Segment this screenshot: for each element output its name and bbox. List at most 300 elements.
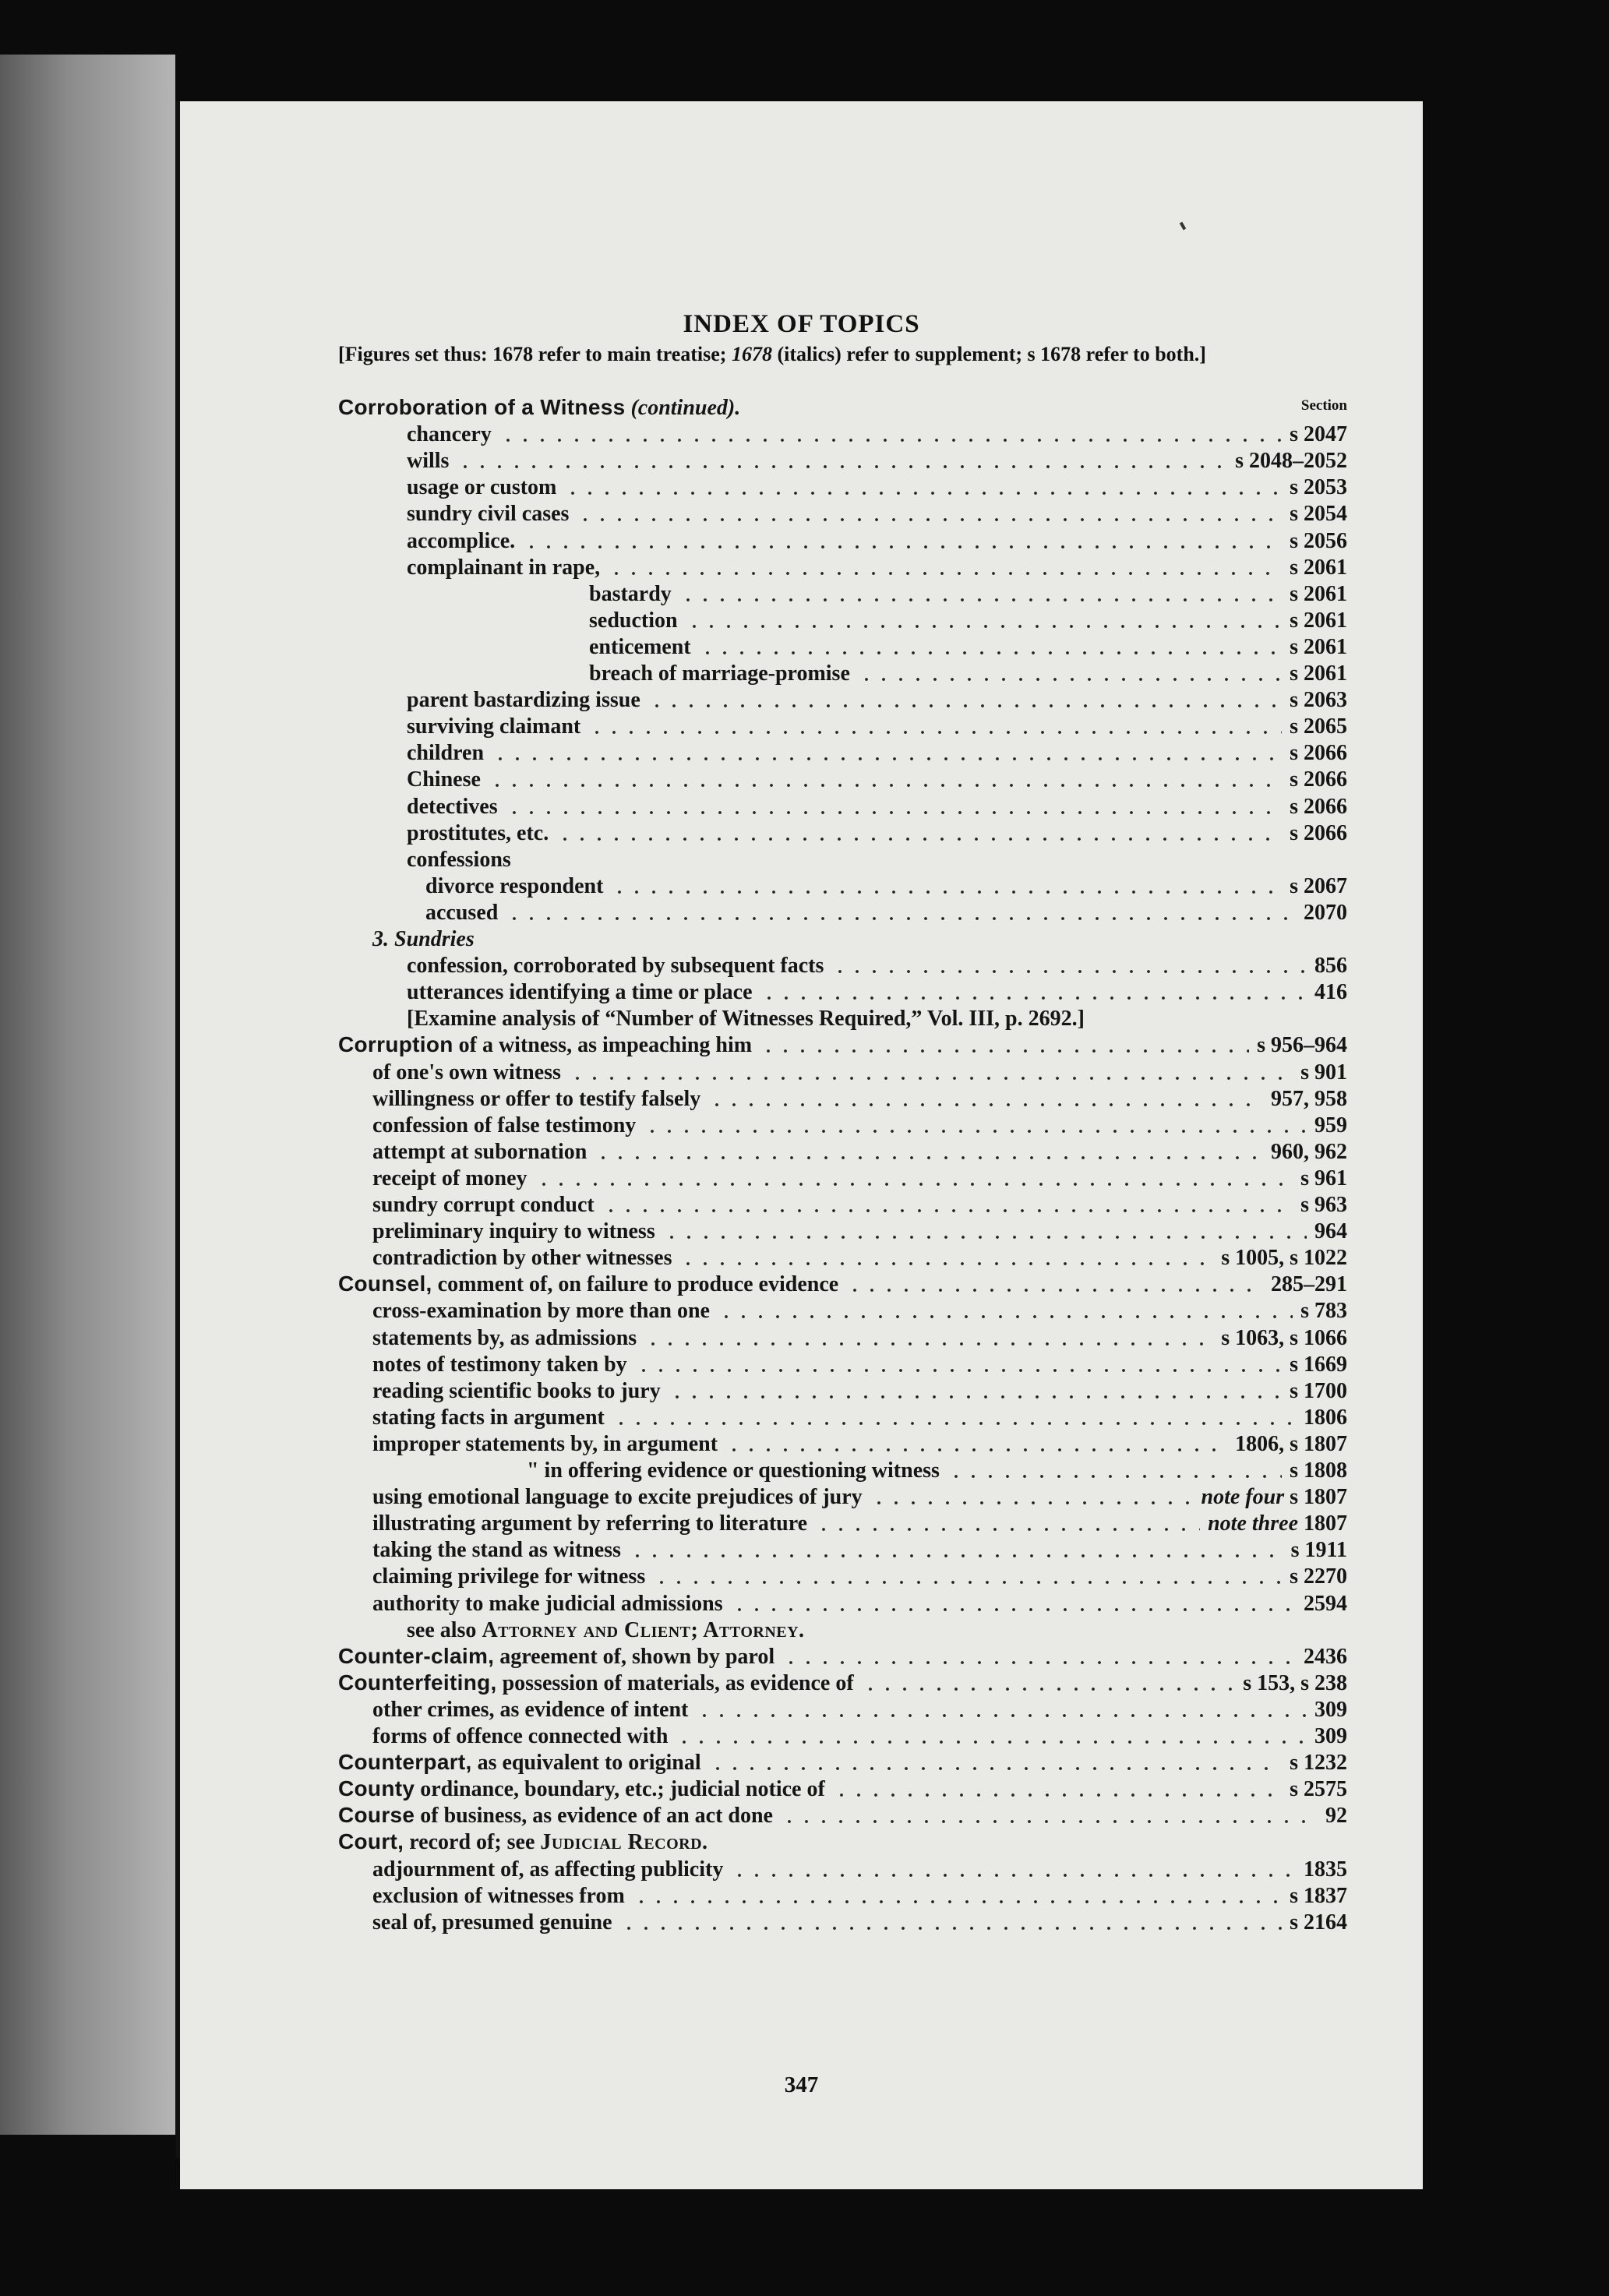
entry-label: forms of offence connected with bbox=[372, 1724, 669, 1748]
entry-label: confessions bbox=[407, 847, 511, 872]
dot-leader bbox=[708, 1103, 1263, 1106]
section-reference bbox=[1221, 1246, 1347, 1271]
entry-label: Chinese bbox=[407, 767, 481, 792]
section-number: s 1700 bbox=[1290, 1378, 1347, 1403]
index-entry bbox=[407, 554, 1347, 580]
section-number: 1835 bbox=[1304, 1857, 1347, 1882]
section-number: s 1807 bbox=[1284, 1485, 1347, 1510]
index-entry bbox=[372, 1723, 1347, 1749]
dot-leader bbox=[608, 572, 1282, 575]
section-reference bbox=[1290, 767, 1347, 792]
section-number: 959 bbox=[1314, 1113, 1347, 1137]
section-number: 957, 958 bbox=[1271, 1086, 1347, 1111]
section-reference bbox=[1304, 1857, 1347, 1882]
section-reference bbox=[1235, 1432, 1347, 1457]
index-entry bbox=[338, 1802, 1347, 1829]
section-number: s 2061 bbox=[1290, 661, 1347, 686]
index-entry bbox=[372, 1590, 1347, 1617]
entry-label: parent bastardizing issue bbox=[407, 688, 640, 713]
section-reference bbox=[1290, 529, 1347, 554]
index-entry bbox=[372, 1882, 1347, 1909]
entry-keyword: Counterpart, bbox=[338, 1750, 472, 1775]
section-number: s 2047 bbox=[1290, 422, 1347, 447]
dot-leader bbox=[457, 465, 1227, 468]
section-reference bbox=[1314, 980, 1347, 1005]
index-entry bbox=[372, 1510, 1347, 1536]
index-entry bbox=[372, 1059, 1347, 1085]
dot-leader bbox=[588, 731, 1282, 734]
section-reference bbox=[1221, 1326, 1347, 1351]
dot-leader bbox=[629, 1554, 1283, 1557]
index-entry bbox=[338, 1749, 1347, 1776]
section-reference bbox=[1290, 1458, 1347, 1483]
section-reference bbox=[1290, 555, 1347, 580]
page-number: 347 bbox=[784, 2072, 819, 2097]
entry-text bbox=[589, 582, 672, 607]
section-number: s 2065 bbox=[1290, 714, 1347, 739]
entry-text bbox=[589, 608, 678, 633]
section-reference bbox=[1290, 1884, 1347, 1909]
entry-label: confession, corroborated by subsequent facts bbox=[407, 954, 824, 979]
index-entry bbox=[372, 1191, 1347, 1218]
note-reference: note three bbox=[1208, 1511, 1298, 1536]
entry-label: complainant in rape, bbox=[407, 555, 601, 580]
index-entry bbox=[589, 633, 1347, 660]
entry-text bbox=[372, 1698, 688, 1723]
entry-text bbox=[407, 848, 511, 873]
index-entry bbox=[372, 1297, 1347, 1324]
dot-leader bbox=[620, 1927, 1283, 1930]
dot-leader bbox=[947, 1475, 1282, 1478]
section-reference bbox=[1271, 1087, 1347, 1112]
entry-label: 3. Sundries bbox=[372, 927, 475, 951]
dot-leader bbox=[870, 1501, 1194, 1504]
index-entry bbox=[372, 1112, 1347, 1138]
dot-leader bbox=[669, 1395, 1282, 1398]
entry-label: other crimes, as evidence of intent bbox=[372, 1697, 689, 1722]
figures-legend-suffix: (italics) refer to supplement; s 1678 refer to both.] bbox=[771, 343, 1206, 365]
section-number: 1807 bbox=[1298, 1511, 1347, 1536]
entry-text bbox=[372, 1538, 621, 1563]
index-entry bbox=[372, 1324, 1347, 1351]
dot-leader bbox=[523, 545, 1282, 548]
entry-label: using emotional language to excite prejudices of jury bbox=[372, 1485, 863, 1510]
section-reference bbox=[1201, 1485, 1347, 1510]
index-entry bbox=[372, 1563, 1347, 1589]
section-number: s 1232 bbox=[1290, 1751, 1347, 1776]
section-number: s 2061 bbox=[1290, 581, 1347, 606]
dot-leader bbox=[833, 1793, 1282, 1797]
entry-text bbox=[407, 714, 580, 739]
dot-leader bbox=[679, 1262, 1213, 1265]
index-entry bbox=[407, 686, 1347, 713]
entry-label: record of; see bbox=[404, 1830, 541, 1855]
index-entry bbox=[407, 500, 1347, 527]
section-number: s 783 bbox=[1300, 1299, 1347, 1324]
index-entry bbox=[407, 1617, 1347, 1643]
index-entry bbox=[407, 739, 1347, 766]
section-number: s 2067 bbox=[1290, 873, 1347, 898]
section-reference bbox=[1290, 1777, 1347, 1802]
section-reference bbox=[1290, 714, 1347, 739]
index-entry bbox=[589, 607, 1347, 633]
section-number: s 956–964 bbox=[1257, 1033, 1347, 1058]
section-reference bbox=[1314, 1113, 1347, 1138]
dot-leader bbox=[564, 492, 1282, 495]
section-number: s 1911 bbox=[1290, 1538, 1347, 1563]
section-reference bbox=[1290, 1910, 1347, 1935]
index-entry bbox=[407, 527, 1347, 554]
section-number: 309 bbox=[1314, 1724, 1347, 1748]
entry-text bbox=[338, 1776, 825, 1802]
entry-text bbox=[372, 1353, 627, 1377]
entry-label: possession of materials, as evidence of bbox=[496, 1670, 854, 1695]
index-entry bbox=[407, 421, 1347, 447]
section-number: s 2056 bbox=[1290, 528, 1347, 553]
index-entry bbox=[372, 1138, 1347, 1165]
entry-label: of a witness, as impeaching him bbox=[453, 1033, 753, 1058]
entry-text bbox=[372, 1564, 645, 1589]
section-reference bbox=[1290, 475, 1347, 500]
entry-text bbox=[372, 1857, 723, 1882]
entry-text bbox=[372, 1140, 587, 1165]
dot-leader bbox=[858, 678, 1282, 681]
entry-text bbox=[372, 1884, 625, 1909]
index-entry bbox=[372, 1696, 1347, 1723]
entry-label: " in offering evidence or questioning witness bbox=[527, 1458, 940, 1483]
entry-label: reading scientific books to jury bbox=[372, 1378, 661, 1403]
section-reference bbox=[1291, 1538, 1347, 1563]
entry-text bbox=[407, 422, 492, 447]
index-entry bbox=[407, 820, 1347, 846]
entry-label: ordinance, boundary, etc.; judicial notice of bbox=[415, 1777, 825, 1802]
entry-text bbox=[407, 475, 556, 500]
dot-leader bbox=[782, 1661, 1296, 1664]
entry-label: improper statements by, in argument bbox=[372, 1431, 718, 1456]
dot-leader bbox=[489, 784, 1282, 787]
entry-text bbox=[372, 1592, 723, 1617]
section-number: 2594 bbox=[1304, 1591, 1347, 1616]
entry-label: seduction bbox=[589, 608, 678, 633]
dot-leader bbox=[760, 996, 1307, 1000]
entry-label: detectives bbox=[407, 794, 498, 819]
section-number: s 2061 bbox=[1290, 634, 1347, 659]
entry-label: cross-examination by more than one bbox=[372, 1299, 710, 1324]
section-reference bbox=[1314, 1698, 1347, 1723]
section-number: 285–291 bbox=[1271, 1272, 1347, 1297]
entry-label: usage or custom bbox=[407, 475, 557, 500]
entry-text bbox=[338, 1032, 752, 1058]
index-entry bbox=[589, 580, 1347, 607]
entry-label: comment of, on failure to produce evidence bbox=[432, 1272, 839, 1297]
dot-leader bbox=[556, 838, 1282, 841]
index-entry bbox=[372, 1483, 1347, 1510]
entry-keyword: Corroboration of a Witness bbox=[338, 395, 626, 419]
dot-leader bbox=[725, 1448, 1227, 1451]
section-reference bbox=[1314, 954, 1347, 979]
entry-label: illustrating argument by referring to literature bbox=[372, 1511, 808, 1536]
entry-text bbox=[372, 1326, 637, 1351]
cross-reference: Judicial Record. bbox=[540, 1830, 708, 1855]
index-entry bbox=[372, 1377, 1347, 1404]
index-entry bbox=[407, 713, 1347, 739]
dot-leader bbox=[506, 917, 1296, 920]
section-number: 92 bbox=[1325, 1804, 1347, 1829]
section-number: 1806 bbox=[1304, 1405, 1347, 1430]
entry-label: attempt at subornation bbox=[372, 1139, 587, 1164]
entry-label: sundry corrupt conduct bbox=[372, 1193, 595, 1217]
entry-text bbox=[338, 1644, 775, 1670]
dot-leader bbox=[696, 1714, 1307, 1717]
entry-label: chancery bbox=[407, 422, 492, 447]
index-entry bbox=[372, 1430, 1347, 1457]
index-entry bbox=[407, 447, 1347, 474]
section-number: s 2061 bbox=[1290, 608, 1347, 633]
section-number: 2436 bbox=[1304, 1644, 1347, 1669]
dot-leader bbox=[633, 1900, 1282, 1903]
dot-leader bbox=[709, 1767, 1282, 1770]
index-entry bbox=[372, 1856, 1347, 1882]
section-number: s 2575 bbox=[1290, 1777, 1347, 1802]
index-entry bbox=[372, 1536, 1347, 1563]
dot-leader bbox=[686, 625, 1283, 628]
dot-leader bbox=[595, 1156, 1263, 1159]
index-entry bbox=[527, 1457, 1347, 1483]
entry-label: bastardy bbox=[589, 581, 672, 606]
section-number: s 2066 bbox=[1290, 767, 1347, 792]
section-number: s 1063, s 1066 bbox=[1221, 1325, 1347, 1350]
entry-text bbox=[372, 1910, 612, 1935]
section-reference bbox=[1290, 795, 1347, 820]
section-reference bbox=[1271, 1140, 1347, 1165]
entry-text bbox=[338, 1271, 838, 1297]
entry-text bbox=[527, 1458, 940, 1483]
entry-label: adjournment of, as affecting publicity bbox=[372, 1857, 724, 1882]
section-number: s 2066 bbox=[1290, 794, 1347, 819]
section-number: s 2061 bbox=[1290, 555, 1347, 580]
entry-text bbox=[407, 502, 569, 527]
entry-label: sundry civil cases bbox=[407, 502, 570, 527]
entry-keyword: Counterfeiting, bbox=[338, 1670, 497, 1695]
dot-leader bbox=[648, 704, 1282, 707]
section-number: s 2063 bbox=[1290, 688, 1347, 713]
entry-text bbox=[372, 1432, 718, 1457]
dot-leader bbox=[644, 1130, 1307, 1133]
dot-leader bbox=[862, 1688, 1236, 1691]
dot-leader bbox=[781, 1820, 1318, 1823]
index-entry bbox=[372, 926, 1347, 952]
section-reference bbox=[1300, 1166, 1347, 1191]
note-reference: note four bbox=[1201, 1485, 1285, 1510]
section-number: s 1808 bbox=[1290, 1458, 1347, 1483]
dot-leader bbox=[612, 1422, 1296, 1425]
index-entry bbox=[407, 846, 1347, 873]
entry-text bbox=[372, 1485, 863, 1510]
entry-text bbox=[372, 927, 475, 952]
index-entry bbox=[372, 1218, 1347, 1244]
index-entry bbox=[338, 1776, 1347, 1802]
dot-leader bbox=[731, 1608, 1296, 1611]
section-reference bbox=[1290, 741, 1347, 766]
section-number: s 2054 bbox=[1290, 502, 1347, 527]
section-number: 1806, s 1807 bbox=[1235, 1431, 1347, 1456]
dot-leader bbox=[499, 439, 1282, 442]
entry-label: prostitutes, etc. bbox=[407, 820, 549, 845]
dot-leader bbox=[760, 1049, 1249, 1053]
section-reference bbox=[1304, 1405, 1347, 1430]
entry-text bbox=[372, 1193, 595, 1218]
section-number: 2070 bbox=[1304, 900, 1347, 925]
entry-label: taking the stand as witness bbox=[372, 1538, 621, 1563]
entry-label: authority to make judicial admissions bbox=[372, 1591, 723, 1616]
index-entry bbox=[372, 1351, 1347, 1377]
section-number: s 1669 bbox=[1290, 1352, 1347, 1377]
entry-text bbox=[372, 1060, 561, 1085]
dot-leader bbox=[635, 1369, 1282, 1372]
entry-text bbox=[407, 449, 449, 474]
dot-leader bbox=[535, 1183, 1293, 1186]
index-entry bbox=[425, 873, 1347, 899]
entry-label: see also bbox=[407, 1617, 482, 1642]
section-reference bbox=[1257, 1033, 1347, 1058]
entry-text bbox=[407, 954, 824, 979]
entry-keyword: Course bbox=[338, 1803, 415, 1828]
index-entry bbox=[338, 1829, 1347, 1855]
section-reference bbox=[1300, 1299, 1347, 1324]
entry-label: claiming privilege for witness bbox=[372, 1564, 646, 1589]
entry-text bbox=[425, 874, 603, 899]
entry-label: contradiction by other witnesses bbox=[372, 1246, 672, 1271]
section-reference bbox=[1290, 1353, 1347, 1377]
entry-label: of one's own witness bbox=[372, 1060, 561, 1085]
index-entry bbox=[425, 899, 1347, 926]
section-reference bbox=[1271, 1272, 1347, 1297]
section-reference bbox=[1290, 502, 1347, 527]
entry-label: utterances identifying a time or place bbox=[407, 980, 753, 1005]
section-number: s 963 bbox=[1300, 1193, 1347, 1217]
section-reference bbox=[1290, 608, 1347, 633]
section-number: 856 bbox=[1314, 954, 1347, 979]
section-reference bbox=[1304, 1592, 1347, 1617]
section-number: s 2053 bbox=[1290, 475, 1347, 500]
entry-label: receipt of money bbox=[372, 1166, 528, 1190]
entry-text bbox=[407, 688, 640, 713]
entry-label: seal of, presumed genuine bbox=[372, 1910, 612, 1934]
entry-text bbox=[372, 1087, 700, 1112]
entry-label: as equivalent to original bbox=[471, 1751, 701, 1776]
section-number: s 1837 bbox=[1290, 1883, 1347, 1908]
dot-leader bbox=[653, 1581, 1282, 1584]
index-entry bbox=[407, 793, 1347, 820]
entry-text bbox=[589, 661, 850, 686]
section-number: s 2066 bbox=[1290, 820, 1347, 845]
dot-leader bbox=[731, 1874, 1296, 1877]
section-reference bbox=[1290, 635, 1347, 660]
index-entry bbox=[338, 1643, 1347, 1670]
entry-label: surviving claimant bbox=[407, 714, 581, 739]
index-entry bbox=[407, 474, 1347, 500]
entry-text bbox=[407, 1618, 805, 1643]
entry-text bbox=[372, 1405, 605, 1430]
section-reference bbox=[1290, 422, 1347, 447]
section-number: 416 bbox=[1314, 980, 1347, 1005]
entry-keyword: County bbox=[338, 1776, 415, 1801]
dot-leader bbox=[718, 1315, 1293, 1318]
entry-label: agreement of, shown by parol bbox=[494, 1644, 775, 1669]
entry-text bbox=[407, 795, 498, 820]
section-reference bbox=[1314, 1219, 1347, 1244]
entry-label: stating facts in argument bbox=[372, 1405, 605, 1430]
entry-text bbox=[338, 395, 740, 421]
section-reference bbox=[1304, 1645, 1347, 1670]
index-entry bbox=[338, 1670, 1347, 1696]
index-entry bbox=[338, 394, 1347, 421]
section-number: 964 bbox=[1314, 1219, 1347, 1244]
section-reference bbox=[1300, 1193, 1347, 1218]
entry-label: confession of false testimony bbox=[372, 1113, 637, 1137]
entry-keyword: Court, bbox=[338, 1829, 404, 1854]
index-entry bbox=[338, 1032, 1347, 1058]
dot-leader bbox=[846, 1289, 1263, 1292]
index-entry bbox=[407, 952, 1347, 979]
entry-text bbox=[589, 635, 691, 660]
dot-leader bbox=[506, 811, 1282, 814]
section-reference bbox=[1300, 1060, 1347, 1085]
dot-leader bbox=[831, 970, 1307, 973]
index-entry bbox=[372, 1165, 1347, 1191]
entry-text bbox=[338, 1750, 701, 1776]
section-reference bbox=[1290, 688, 1347, 713]
entry-text bbox=[372, 1511, 807, 1536]
entry-label: enticement bbox=[589, 634, 691, 659]
entry-label: [Examine analysis of “Number of Witnesses Required,” Vol. III, p. 2692.] bbox=[407, 1007, 1085, 1032]
section-reference bbox=[1208, 1511, 1347, 1536]
entry-text bbox=[338, 1670, 854, 1696]
dot-leader bbox=[679, 598, 1282, 601]
index-entries bbox=[180, 101, 1423, 2189]
entry-label: willingness or offer to testify falsely bbox=[372, 1086, 701, 1111]
section-reference bbox=[1290, 661, 1347, 686]
entry-keyword: Counter-claim, bbox=[338, 1643, 495, 1668]
entry-text bbox=[425, 901, 498, 926]
section-reference bbox=[1235, 449, 1347, 474]
entry-text bbox=[372, 1166, 528, 1191]
section-reference bbox=[1290, 1564, 1347, 1589]
entry-label: of business, as evidence of an act done bbox=[415, 1804, 773, 1829]
entry-keyword: Corruption bbox=[338, 1032, 453, 1057]
entry-label: accomplice. bbox=[407, 528, 516, 553]
entry-text bbox=[338, 1803, 773, 1829]
entry-label: statements by, as admissions bbox=[372, 1325, 637, 1350]
entry-text bbox=[372, 1219, 655, 1244]
index-entry bbox=[372, 1909, 1347, 1935]
dot-leader bbox=[699, 651, 1282, 654]
entry-keyword: Counsel, bbox=[338, 1271, 432, 1296]
section-reference bbox=[1243, 1671, 1347, 1696]
adjacent-page-edge bbox=[0, 55, 175, 2135]
section-number: s 2066 bbox=[1290, 741, 1347, 766]
section-reference bbox=[1314, 1724, 1347, 1749]
figures-legend-italic: 1678 bbox=[731, 343, 772, 365]
index-entry bbox=[407, 979, 1347, 1005]
entry-label: children bbox=[407, 741, 485, 766]
dot-leader bbox=[602, 1209, 1293, 1212]
section-reference bbox=[1290, 821, 1347, 846]
dot-leader bbox=[492, 757, 1282, 760]
index-entry bbox=[407, 766, 1347, 792]
entry-label: exclusion of witnesses from bbox=[372, 1883, 625, 1908]
section-reference bbox=[1290, 1379, 1347, 1404]
